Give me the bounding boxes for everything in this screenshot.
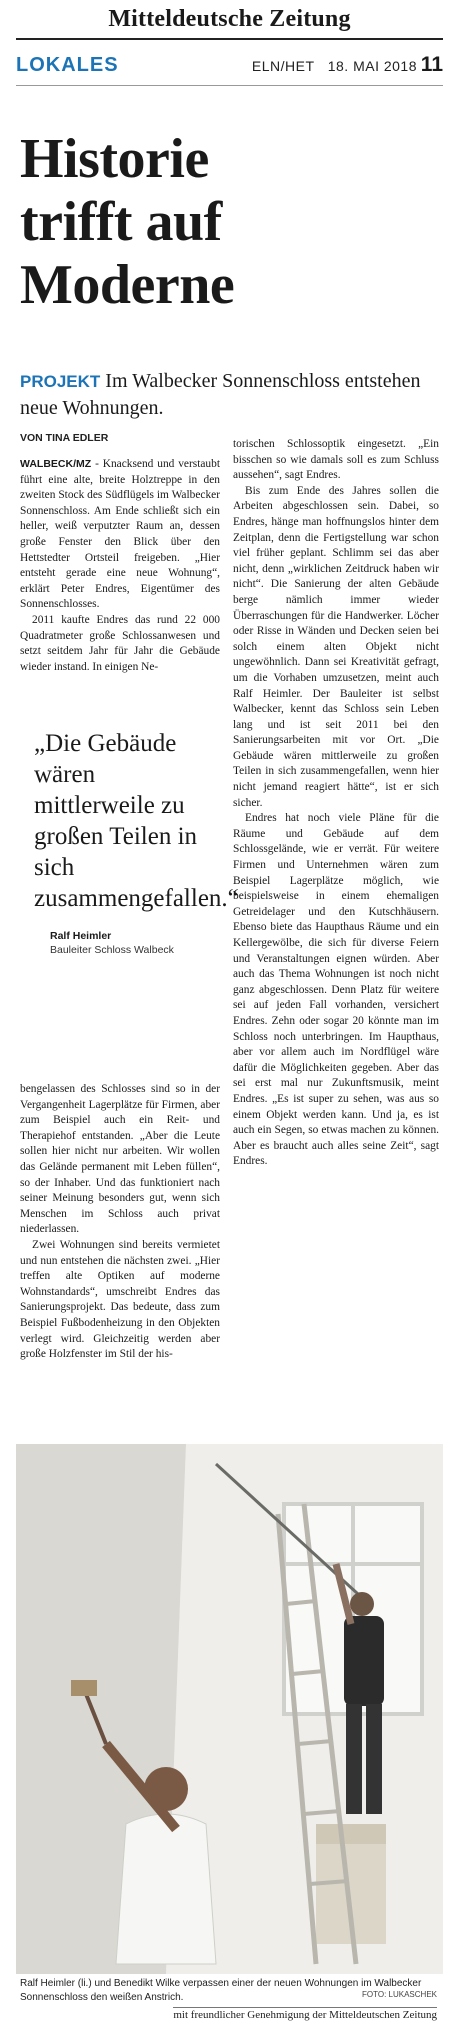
headline <box>20 128 440 317</box>
paragraph-text: - Knacksend und verstaubt führt eine alte, breite Holztreppe in den zweiten Stock des Südflügels im Walbecker Sonnenschloss. Am Ende schließt sich ein heller, weiß verputzter Raum an, dessen große Fenster den Blick über den Hettstedter Ortsteil freigeben. „Hier entsteht gerade eine neue Wohnung“, erklärt Peter Endres, Eigentümer des Sonnenschlosses. <box>20 458 220 611</box>
section-name: LOKALES <box>16 54 119 76</box>
section-rule <box>16 85 443 86</box>
section-meta <box>252 58 417 74</box>
byline: VON TINA EDLER <box>20 432 109 444</box>
pull-quote-role: Bauleiter Schloss Walbeck <box>50 944 174 956</box>
headline-line: trifft auf <box>20 191 222 253</box>
photo-caption: Ralf Heimler (li.) und Benedikt Wilke verpassen einer der neuen Wohnungen im Walbecker Sonnenschloss den weißen Anstrich. <box>20 1978 422 2003</box>
paragraph <box>20 457 220 613</box>
pull-quote <box>20 728 239 956</box>
photo-credit: FOTO: LUKASCHEK <box>362 1990 437 1999</box>
headline-line: Moderne <box>20 254 235 316</box>
headline-line: Historie <box>20 128 209 190</box>
section-bar <box>16 54 443 82</box>
kicker-label: PROJEKT <box>20 372 101 391</box>
masthead: Mitteldeutsche Zeitung <box>108 6 351 32</box>
paragraph: bengelassen des Schlosses sind so in der Vergangenheit Lagerplätze für Firmen, aber zum Beispiel auch ein Reit- und Therapiehof entstanden. „Aber die Leute sollen hier nicht nur arbeiten. Wir wollen das Gelände permanent mit Leben füllen“, so der Inhaber. Und das funktioniert nach seiner Meinung besonders gut, wenn sich Menschen im Schloss auch privat niederlassen. <box>20 1083 220 1236</box>
photo-illustration <box>16 1444 443 1974</box>
kicker <box>20 368 440 421</box>
permission-footer: mit freundlicher Genehmigung der Mitteldeutschen Zeitung <box>173 2009 437 2021</box>
masthead-rule <box>16 38 443 40</box>
pull-quote-name: Ralf Heimler <box>50 930 112 942</box>
article-column-left-bottom <box>20 1082 220 1363</box>
kicker-text: Im Walbecker Sonnenschloss entstehen neue Wohnungen. <box>20 370 421 419</box>
page-number: 11 <box>420 53 443 76</box>
dateline: WALBECK/MZ <box>20 458 92 470</box>
paragraph: torischen Schlossoptik eingesetzt. „Ein bisschen so wie damals soll es zum Schluss aussehen“, sagt Endres. <box>233 438 439 482</box>
paragraph: Zwei Wohnungen sind bereits vermietet und nun entstehen die nächsten zwei. „Hier treffen alte Optiken auf moderne Wohnstandards“, umschreibt Endres das Sanierungsprojekt. Das bedeute, dass zum Beispiel Fußbodenheizung in den Objekten verlegt wird. Gleichzeitig werden aber große Holzfenster im Stil der his- <box>20 1238 220 1361</box>
paragraph: Bis zum Ende des Jahres sollen die Arbeiten abgeschlossen sein. Dabei, so Endres, hänge man hoffnungslos hinter dem Zeitplan, denn die Fertigstellung war schon viel früher geplant. Schlimm sei das aber nicht, denn „wirklichen Zeitdruck haben wir nicht“. Die Sanierung der alten Gebäude berge nämlich immer wieder Überraschungen für die Handwerker. Löcher oder Risse in Wänden und Decken seien bei solch einem alten Objekt nicht ungewöhnlich. Dann sei Kreativität gefragt, um die Vorhaben umzusetzen, meint auch Ralf Heimler. Der Bauleiter ist selbst Walbecker, kennt das Schloss sein Leben lang und ist seit 2011 bei den Sanierungsarbeiten mit vor Ort. „Die Gebäude wären mittlerweile zu großen Teilen in sich zusammengefallen, wenn hier nicht jemand reagiert hätte“, ist er sich sicher. <box>233 484 439 809</box>
issue-date: 18. MAI 2018 <box>327 58 417 74</box>
article-photo <box>16 1444 443 1974</box>
edition: ELN/HET <box>251 58 315 74</box>
article-column-right <box>233 437 439 1170</box>
pull-quote-text: „Die Gebäude wären mittlerweile zu großen Teilen in sich zusammengefallen.“ <box>34 730 239 912</box>
article-column-left-top <box>20 457 220 675</box>
paragraph: 2011 kaufte Endres das rund 22 000 Quadratmeter große Schlossanwesen und setzt seitdem Jahr für Jahr die Gebäude wieder instand. In einigen Ne- <box>20 613 220 673</box>
paragraph: Endres hat noch viele Pläne für die Räume und Gebäude auf dem Schlossgelände, wie er verrät. Für weitere Firmen und Unternehmen wären zum Beispiel Lagerplätze möglich, wie beispielsweise in einem ehemaligen Getreidelager und den Kutschhäusern. Ebenso biete das Haupthaus Räume und ein Kellergewölbe, die sich für diverse Feiern und Veranstaltungen eignen würden. Aber auch das Thema Wohnungen ist noch nicht ganz abgeschlossen. Denn Platz für weitere sei auf jeden Fall vorhanden, versichert Endres. Zehn oder sogar 20 könnte man im Schloss noch unterbringen. Im Haupthaus, aber vor allem auch im Nordflügel wäre dafür die Möglichkeiten gegeben. Aber das sei erst mal nur Zukunftsmusik, meint Endres. „Es ist super zu sehen, was aus so einem Objekt werden kann. Und ja, es ist auch ein Segen, so etwas machen zu können. Aber es braucht auch alles seine Zeit“, sagt Endres. <box>233 812 439 1168</box>
newspaper-page <box>16 0 443 2024</box>
